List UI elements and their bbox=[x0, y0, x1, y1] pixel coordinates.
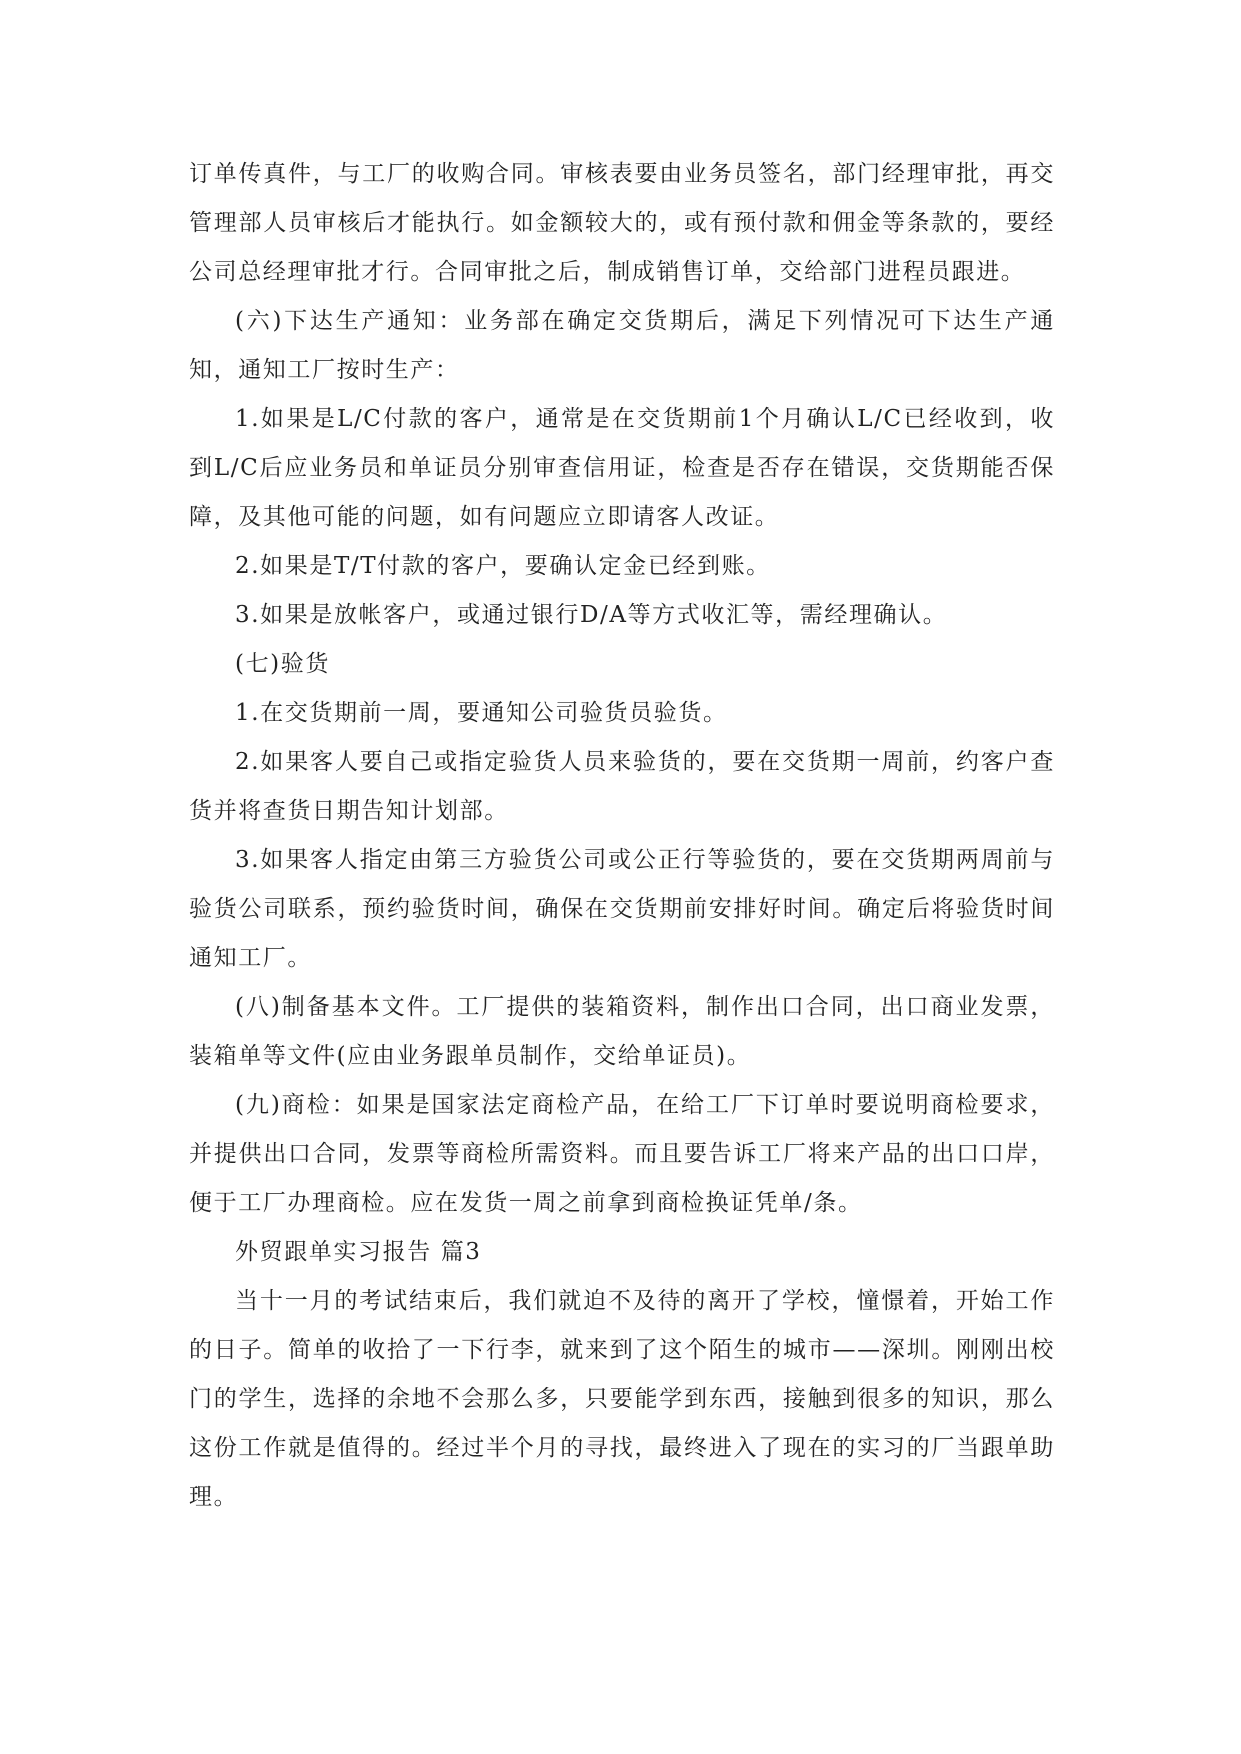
paragraph-internship-intro: 当十一月的考试结束后，我们就迫不及待的离开了学校，憧憬着，开始工作的日子。简单的收拾了一下行李，就来到了这个陌生的城市——深圳。刚刚出校门的学生，选择的余地不会那么多，只要能学到东西，接触到很多的知识，那么这份工作就是值得的。经过半个月的寻找，最终进入了现在的实习的厂当跟单助理。 bbox=[189, 1288, 1055, 1510]
paragraph-credit-customer: 3.如果是放帐客户，或通过银行D/A等方式收汇等，需经理确认。 bbox=[235, 602, 948, 628]
paragraph-third-party-inspection: 3.如果客人指定由第三方验货公司或公正行等验货的，要在交货期两周前与验货公司联系，预约验货时间，确保在交货期前安排好时间。确定后将验货时间通知工厂。 bbox=[189, 847, 1055, 971]
paragraph-customer-inspection: 2.如果客人要自己或指定验货人员来验货的，要在交货期一周前，约客户查货并将查货日期告知计划部。 bbox=[189, 749, 1055, 824]
paragraph-inspection-week: 1.在交货期前一周，要通知公司验货员验货。 bbox=[235, 700, 728, 726]
paragraph-production-notice: (六)下达生产通知：业务部在确定交货期后，满足下列情况可下达生产通知，通知工厂按时生产： bbox=[189, 308, 1055, 383]
document-body bbox=[189, 150, 1055, 1522]
paragraph-basic-documents: (八)制备基本文件。工厂提供的装箱资料，制作出口合同，出口商业发票，装箱单等文件(应由业务跟单员制作，交给单证员)。 bbox=[189, 994, 1055, 1069]
section-heading-report-3: 外贸跟单实习报告 篇3 bbox=[235, 1239, 482, 1265]
paragraph-order-fax: 订单传真件，与工厂的收购合同。审核表要由业务员签名，部门经理审批，再交管理部人员审核后才能执行。如金额较大的，或有预付款和佣金等条款的，要经公司总经理审批才行。合同审批之后，制成销售订单，交给部门进程员跟进。 bbox=[189, 161, 1055, 285]
paragraph-inspection-heading: (七)验货 bbox=[235, 651, 330, 677]
paragraph-lc-payment: 1.如果是L/C付款的客户，通常是在交货期前1个月确认L/C已经收到，收到L/C后应业务员和单证员分别审查信用证，检查是否存在错误，交货期能否保障，及其他可能的问题，如有问题应立即请客人改证。 bbox=[189, 406, 1055, 530]
paragraph-tt-payment: 2.如果是T/T付款的客户，要确认定金已经到账。 bbox=[235, 553, 771, 579]
paragraph-commodity-inspection: (九)商检：如果是国家法定商检产品，在给工厂下订单时要说明商检要求，并提供出口合同，发票等商检所需资料。而且要告诉工厂将来产品的出口口岸，便于工厂办理商检。应在发货一周之前拿到商检换证凭单/条。 bbox=[189, 1092, 1055, 1216]
